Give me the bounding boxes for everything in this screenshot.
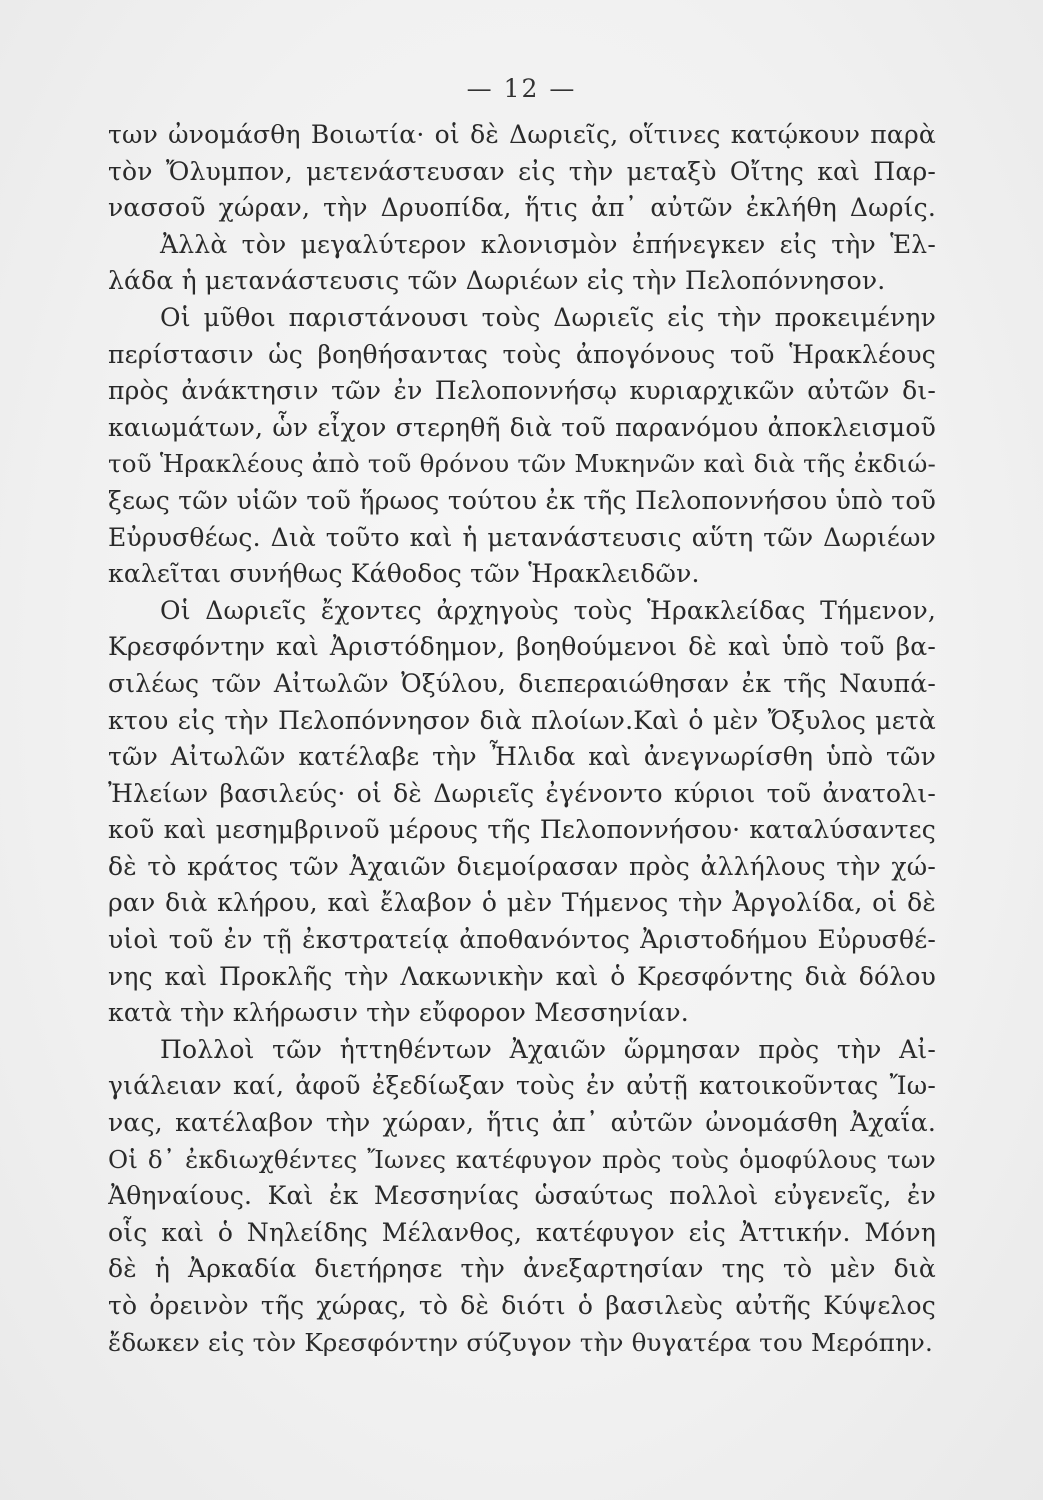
- text-line: τοῦ Ἡρακλέους ἀπὸ τοῦ θρόνου τῶν Μυκηνῶν καὶ διὰ τῆς ἐκδιώ-: [108, 449, 936, 479]
- text-line: τὸν Ὄλυμπον, μετενάστευσαν εἰς τὴν μεταξὺ Οἴτης καὶ Παρ-: [108, 156, 936, 186]
- text-line: πρὸς ἀνάκτησιν τῶν ἐν Πελοποννήσῳ κυριαρχικῶν αὐτῶν δι-: [108, 376, 936, 406]
- text-line: Ἠλείων βασιλεύς· οἱ δὲ Δωριεῖς ἐγένοντο κύριοι τοῦ ἀνατολι-: [108, 778, 936, 808]
- text-line: Οἱ δ᾽ ἐκδιωχθέντες Ἴωνες κατέφυγον πρὸς τοὺς ὁμοφύλους των: [108, 1144, 936, 1174]
- text-line: τῶν Αἰτωλῶν κατέλαβε τὴν Ἦλιδα καὶ ἀνεγνωρίσθη ὑπὸ τῶν: [108, 742, 936, 772]
- text-line: κοῦ καὶ μεσημβρινοῦ μέρους τῆς Πελοποννήσου· καταλύσαντες: [108, 815, 936, 845]
- text-line: Ἀλλὰ τὸν μεγαλύτερον κλονισμὸν ἐπήνεγκεν εἰς τὴν Ἑλ-: [160, 229, 936, 259]
- text-line: δὲ τὸ κράτος τῶν Ἀχαιῶν διεμοίρασαν πρὸς ἀλλήλους τὴν χώ-: [108, 851, 936, 881]
- text-line: ἔδωκεν εἰς τὸν Κρεσφόντην σύζυγον τὴν θυγατέρα του Μερόπην.: [108, 1327, 933, 1357]
- text-line: καιωμάτων, ὧν εἶχον στερηθῆ διὰ τοῦ παρανόμου ἀποκλεισμοῦ: [108, 412, 936, 442]
- text-line: υἱοὶ τοῦ ἐν τῇ ἐκστρατείᾳ ἀποθανόντος Ἀριστοδήμου Εὐρυσθέ-: [108, 925, 936, 955]
- text-line: κατὰ τὴν κλήρωσιν τὴν εὔφορον Μεσσηνίαν.: [108, 998, 689, 1028]
- body-text: [108, 117, 936, 1361]
- text-line: γιάλειαν καί, ἀφοῦ ἐξεδίωξαν τοὺς ἐν αὐτῇ κατοικοῦντας Ἴω-: [108, 1071, 936, 1101]
- page-number: — 12 —: [466, 74, 577, 103]
- text-line: ξεως τῶν υἱῶν τοῦ ἥρωος τούτου ἐκ τῆς Πελοποννήσου ὑπὸ τοῦ: [108, 485, 936, 515]
- text-line: Οἱ Δωριεῖς ἔχοντες ἀρχηγοὺς τοὺς Ἡρακλείδας Τήμενον,: [160, 595, 936, 625]
- text-line: λάδα ἡ μετανάστευσις τῶν Δωριέων εἰς τὴν Πελοπόννησον.: [108, 266, 886, 296]
- text-line: νης καὶ Προκλῆς τὴν Λακωνικὴν καὶ ὁ Κρεσφόντης διὰ δόλου: [108, 961, 936, 991]
- text-line: κτου εἰς τὴν Πελοπόννησον διὰ πλοίων.Καὶ ὁ μὲν Ὄξυλος μετὰ: [108, 705, 936, 735]
- text-line: νας, κατέλαβον τὴν χώραν, ἥτις ἀπ᾽ αὐτῶν ὠνομάσθη Ἀχαΐα.: [108, 1108, 936, 1138]
- text-line: Εὐρυσθέως. Διὰ τοῦτο καὶ ἡ μετανάστευσις αὕτη τῶν Δωριέων: [108, 522, 936, 552]
- text-line: ραν διὰ κλήρου, καὶ ἔλαβον ὁ μὲν Τήμενος τὴν Ἀργολίδα, οἱ δὲ: [108, 888, 936, 918]
- text-line: οἷς καὶ ὁ Νηλείδης Μέλανθος, κατέφυγον εἰς Ἀττικήν. Μόνη: [108, 1217, 936, 1247]
- text-line: Οἱ μῦθοι παριστάνουσι τοὺς Δωριεῖς εἰς τὴν προκειμένην: [160, 302, 936, 332]
- text-line: σιλέως τῶν Αἰτωλῶν Ὀξύλου, διεπεραιώθησαν ἐκ τῆς Ναυπά-: [108, 668, 936, 698]
- text-line: Πολλοὶ τῶν ἡττηθέντων Ἀχαιῶν ὥρμησαν πρὸς τὴν Αἰ-: [160, 1034, 936, 1064]
- text-line: περίστασιν ὡς βοηθήσαντας τοὺς ἀπογόνους τοῦ Ἡρακλέους: [108, 339, 936, 369]
- text-line: δὲ ἡ Ἀρκαδία διετήρησε τὴν ἀνεξαρτησίαν της τὸ μὲν διὰ: [108, 1254, 936, 1284]
- text-line: καλεῖται συνήθως Κάθοδος τῶν Ἡρακλειδῶν.: [108, 559, 700, 589]
- text-line: Ἀθηναίους. Καὶ ἐκ Μεσσηνίας ὡσαύτως πολλοὶ εὐγενεῖς, ἐν: [108, 1181, 936, 1211]
- text-line: νασσοῦ χώραν, τὴν Δρυοπίδα, ἥτις ἀπ᾽ αὐτῶν ἐκλήθη Δωρίς.: [108, 193, 936, 223]
- text-line: Κρεσφόντην καὶ Ἀριστόδημον, βοηθούμενοι δὲ καὶ ὑπὸ τοῦ βα-: [108, 632, 936, 662]
- text-line: των ὠνομάσθη Βοιωτία· οἱ δὲ Δωριεῖς, οἵτινες κατῴκουν παρὰ: [108, 120, 936, 149]
- text-line: τὸ ὀρεινὸν τῆς χώρας, τὸ δὲ διότι ὁ βασιλεὺς αὐτῆς Κύψελος: [108, 1291, 936, 1320]
